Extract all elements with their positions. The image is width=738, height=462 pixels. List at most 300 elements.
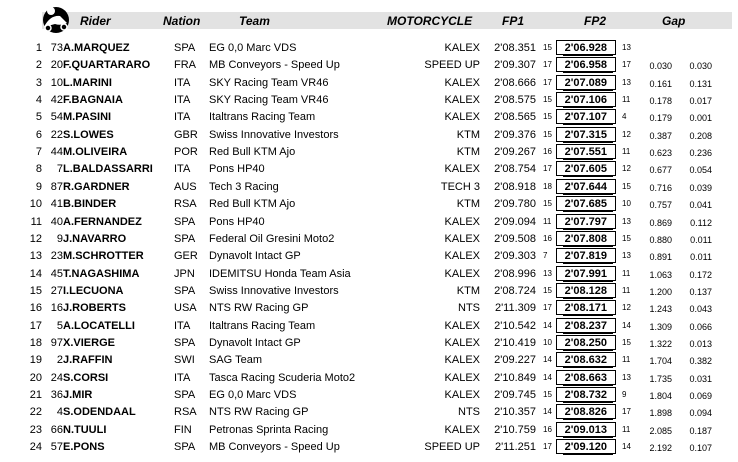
position-number: 22 — [29, 406, 42, 419]
fp2-time: 2'07.644 — [564, 180, 607, 193]
rider-number: 97 — [50, 336, 63, 349]
gap-to-previous: 0.011 — [690, 252, 712, 263]
table-row — [0, 404, 738, 421]
fp1-lap: 17 — [543, 77, 552, 87]
table-row — [0, 335, 738, 352]
nation-code: SPA — [174, 215, 196, 228]
rider-name: R.GARDNER — [63, 180, 130, 193]
nation-code: ITA — [174, 76, 191, 89]
fp1-lap: 7 — [543, 251, 548, 261]
fp2-time: 2'07.605 — [564, 163, 607, 176]
team-name: Tasca Racing Scuderia Moto2 — [209, 371, 356, 384]
position-number: 19 — [29, 354, 42, 367]
motorcycle-make: TECH 3 — [440, 180, 480, 193]
fp1-time: 2'10.419 — [494, 336, 536, 349]
gap-to-leader: 0.757 — [649, 200, 672, 211]
gap-to-previous: 0.054 — [689, 165, 712, 176]
rider-number: 20 — [50, 59, 63, 72]
gap-to-previous: 0.013 — [689, 338, 712, 349]
position-number: 18 — [29, 336, 42, 349]
table-row — [0, 196, 738, 213]
fp2-lap: 11 — [622, 355, 631, 365]
team-name: NTS RW Racing GP — [209, 406, 309, 419]
rider-number: 40 — [50, 215, 63, 228]
gap-to-previous: 0.066 — [689, 321, 712, 332]
gap-to-leader: 1.322 — [649, 338, 672, 349]
fp1-lap: 11 — [543, 216, 552, 226]
table-row — [0, 283, 738, 300]
position-number: 23 — [29, 423, 42, 436]
position-number: 20 — [29, 371, 42, 384]
fp2-lap: 11 — [622, 147, 631, 157]
rider-name: B.BINDER — [63, 198, 117, 211]
nation-code: GER — [174, 250, 198, 263]
nation-code: SWI — [174, 354, 195, 367]
gap-to-previous: 0.382 — [689, 356, 712, 367]
rider-number: 54 — [50, 111, 63, 124]
team-name: MB Conveyors - Speed Up — [209, 59, 340, 72]
fp1-time: 2'10.759 — [494, 423, 536, 436]
motorcycle-make: NTS — [458, 302, 480, 315]
rider-number: 36 — [50, 389, 63, 401]
fp1-lap: 17 — [543, 303, 552, 313]
rider-number: 5 — [56, 319, 63, 332]
gap-to-previous: 0.137 — [689, 286, 712, 297]
table-row — [0, 75, 738, 92]
fp1-time: 2'09.227 — [494, 354, 536, 367]
gap-to-previous: 0.001 — [689, 113, 712, 124]
gap-to-previous: 0.094 — [689, 408, 712, 419]
fp1-lap: 13 — [543, 268, 552, 278]
team-name: SKY Racing Team VR46 — [209, 76, 329, 89]
rider-number: 22 — [50, 128, 63, 141]
gap-to-leader: 0.869 — [649, 217, 672, 228]
rider-name: J.RAFFIN — [63, 354, 113, 367]
fp2-time: 2'08.250 — [564, 336, 607, 349]
nation-code: SPA — [174, 389, 196, 401]
rider-number: 7 — [56, 163, 63, 176]
fp2-time: 2'08.732 — [564, 389, 607, 401]
nation-code: AUS — [174, 180, 197, 193]
motorcycle-make: KTM — [456, 146, 480, 159]
gap-to-previous: 0.172 — [689, 269, 712, 280]
fp1-lap: 15 — [543, 390, 552, 399]
rider-number: 57 — [50, 441, 63, 454]
motorcycle-make: KALEX — [444, 94, 480, 107]
rider-number: 16 — [50, 302, 63, 315]
rider-number: 9 — [56, 232, 63, 245]
header-fp2: FP2 — [584, 14, 607, 28]
fp2-lap: 11 — [622, 285, 631, 295]
rider-name: F.BAGNAIA — [63, 94, 123, 107]
motorcycle-make: KALEX — [444, 319, 480, 332]
rider-name: J.NAVARRO — [63, 232, 127, 245]
team-name: Tech 3 Racing — [209, 180, 279, 193]
team-name: EG 0,0 Marc VDS — [209, 42, 297, 54]
motorcycle-make: KALEX — [444, 336, 480, 349]
fp1-time: 2'08.724 — [494, 284, 536, 297]
position-number: 17 — [29, 319, 42, 332]
fp1-lap: 14 — [543, 372, 552, 382]
fp1-time: 2'10.849 — [494, 371, 536, 384]
rider-name: E.PONS — [63, 441, 105, 454]
fp1-lap: 18 — [543, 181, 552, 191]
gap-to-leader: 0.677 — [649, 165, 672, 176]
fp2-time: 2'07.797 — [564, 215, 607, 228]
nation-code: USA — [174, 302, 197, 315]
fp1-lap: 15 — [543, 43, 552, 52]
header-gap: Gap — [662, 14, 686, 28]
motorcycle-make: KALEX — [444, 371, 480, 384]
gap-to-leader: 0.161 — [649, 78, 672, 89]
rider-number: 66 — [50, 423, 63, 436]
motorcycle-make: KALEX — [444, 389, 480, 401]
team-name: Swiss Innovative Investors — [209, 128, 339, 141]
fp2-time: 2'09.120 — [564, 441, 607, 454]
fp2-time: 2'08.171 — [564, 302, 607, 315]
motorcycle-make: NTS — [458, 406, 480, 419]
rider-name: M.PASINI — [63, 111, 112, 124]
fp1-lap: 16 — [543, 233, 552, 243]
motorcycle-make: KALEX — [444, 232, 480, 245]
gap-to-leader: 1.804 — [649, 391, 672, 401]
gap-to-leader: 0.178 — [649, 96, 672, 107]
header-nation: Nation — [163, 14, 201, 28]
fp1-lap: 16 — [543, 424, 552, 434]
rider-number: 45 — [50, 267, 63, 280]
motorcycle-make: KALEX — [444, 42, 480, 54]
fp2-lap: 15 — [622, 233, 631, 243]
rider-name: T.NAGASHIMA — [63, 267, 140, 280]
rider-name: F.QUARTARARO — [63, 59, 151, 72]
nation-code: FRA — [174, 59, 196, 72]
fp1-time: 2'08.666 — [494, 76, 536, 89]
fp2-time: 2'07.991 — [564, 267, 607, 280]
position-number: 8 — [35, 163, 42, 176]
fp2-time: 2'09.013 — [564, 423, 607, 436]
team-name: Red Bull KTM Ajo — [209, 146, 296, 159]
header-team: Team — [239, 14, 270, 28]
position-number: 15 — [29, 284, 42, 297]
table-row — [0, 248, 738, 265]
fp1-time: 2'08.754 — [494, 163, 536, 176]
fp2-lap: 12 — [622, 129, 631, 139]
fp2-lap: 9 — [622, 390, 627, 399]
table-row — [0, 318, 738, 335]
fp2-lap: 15 — [622, 181, 631, 191]
position-number: 21 — [29, 389, 42, 401]
fp2-lap: 14 — [622, 320, 631, 330]
position-number: 14 — [29, 267, 42, 280]
gap-to-previous: 0.112 — [690, 217, 712, 228]
position-number: 24 — [29, 441, 42, 454]
fp2-time: 2'06.958 — [564, 59, 607, 72]
gap-to-leader: 1.243 — [649, 304, 672, 315]
header-rider: Rider — [80, 14, 111, 28]
gap-to-previous: 0.131 — [689, 78, 712, 89]
motorcycle-make: KALEX — [444, 250, 480, 263]
fp1-time: 2'09.376 — [494, 128, 536, 141]
gap-to-leader: 2.085 — [649, 425, 672, 436]
fp1-time: 2'09.780 — [494, 198, 536, 211]
table-row — [0, 370, 738, 387]
fp1-time: 2'09.094 — [494, 215, 536, 228]
gap-to-leader: 1.735 — [649, 373, 672, 384]
motorcycle-make: KTM — [456, 128, 480, 141]
team-name: IDEMITSU Honda Team Asia — [209, 267, 351, 280]
fp1-time: 2'10.357 — [494, 406, 536, 419]
rider-name: M.OLIVEIRA — [63, 146, 128, 159]
nation-code: ITA — [174, 94, 191, 107]
fp2-lap: 13 — [622, 372, 631, 382]
fp1-lap: 15 — [543, 95, 552, 105]
fp2-lap: 15 — [622, 337, 631, 347]
team-name: Italtrans Racing Team — [209, 111, 316, 124]
fp1-time: 2'11.251 — [494, 441, 536, 454]
table-row — [0, 179, 738, 196]
fp2-time: 2'06.928 — [564, 42, 607, 54]
gap-to-previous: 0.187 — [689, 425, 712, 436]
table-row — [0, 92, 738, 109]
gap-to-leader: 0.179 — [649, 113, 672, 124]
team-name: NTS RW Racing GP — [209, 302, 309, 315]
fp1-lap: 15 — [543, 129, 552, 139]
gap-to-previous: 0.236 — [689, 148, 712, 159]
fp1-lap: 16 — [543, 147, 552, 157]
fp1-time: 2'08.918 — [494, 180, 536, 193]
team-name: Italtrans Racing Team — [209, 319, 316, 332]
header-fp1: FP1 — [502, 14, 525, 28]
position-number: 6 — [35, 128, 42, 141]
fp2-lap: 13 — [622, 77, 631, 87]
fp2-time: 2'07.106 — [564, 94, 607, 107]
fp2-lap: 13 — [622, 251, 631, 261]
team-name: Pons HP40 — [209, 163, 265, 176]
fp2-time: 2'08.632 — [564, 354, 607, 367]
fp1-lap: 17 — [543, 442, 552, 452]
gap-to-leader: 1.898 — [649, 408, 672, 419]
gap-to-previous: 0.069 — [689, 391, 712, 401]
table-row — [0, 109, 738, 126]
fp1-time: 2'09.307 — [494, 59, 536, 72]
fp2-time: 2'07.089 — [564, 76, 607, 89]
nation-code: SPA — [174, 42, 196, 54]
position-number: 10 — [29, 198, 42, 211]
nation-code: RSA — [174, 406, 197, 419]
rider-number: 24 — [50, 371, 63, 384]
fp2-time: 2'07.551 — [564, 146, 607, 159]
team-name: Federal Oil Gresini Moto2 — [209, 232, 335, 245]
motorcycle-make: KALEX — [444, 267, 480, 280]
motorcycle-make: KALEX — [444, 423, 480, 436]
fp2-time: 2'07.819 — [564, 250, 607, 263]
team-name: Red Bull KTM Ajo — [209, 198, 296, 211]
fp1-lap: 15 — [543, 112, 552, 122]
nation-code: GBR — [174, 128, 198, 141]
gap-to-leader: 0.891 — [649, 252, 672, 263]
rider-number: 87 — [50, 180, 63, 193]
fp2-lap: 13 — [622, 216, 631, 226]
gap-to-previous: 0.107 — [689, 443, 712, 454]
gap-to-leader: 0.623 — [649, 148, 672, 159]
gap-to-leader: 1.309 — [649, 321, 672, 332]
nation-code: POR — [174, 146, 198, 159]
nation-code: SPA — [174, 441, 196, 454]
rider-name: X.VIERGE — [63, 336, 115, 349]
fp2-time: 2'07.685 — [564, 198, 607, 211]
rider-number: 4 — [56, 406, 63, 419]
fp1-time: 2'11.309 — [494, 302, 536, 315]
nation-code: JPN — [174, 267, 195, 280]
position-number: 1 — [35, 42, 42, 54]
motorcycle-make: KTM — [456, 198, 480, 211]
position-number: 16 — [29, 302, 42, 315]
motorcycle-rider-icon — [36, 3, 76, 33]
position-number: 3 — [35, 76, 42, 89]
fp1-lap: 10 — [543, 337, 552, 347]
nation-code: ITA — [174, 319, 191, 332]
team-name: MB Conveyors - Speed Up — [209, 441, 340, 454]
rider-name: S.ODENDAAL — [63, 406, 136, 419]
fp1-time: 2'08.996 — [494, 267, 536, 280]
team-name: Dynavolt Intact GP — [209, 250, 301, 263]
gap-to-previous: 0.039 — [689, 182, 712, 193]
table-row — [0, 214, 738, 231]
rider-number: 27 — [50, 284, 63, 297]
gap-to-previous: 0.208 — [689, 130, 712, 141]
fp1-lap: 17 — [543, 60, 552, 70]
fp1-lap: 17 — [543, 164, 552, 174]
rider-name: S.CORSI — [63, 371, 109, 384]
motorcycle-make: KALEX — [444, 163, 480, 176]
header-motorcycle: MOTORCYCLE — [387, 14, 473, 28]
motorcycle-make: SPEED UP — [424, 441, 480, 454]
rider-name: M.SCHROTTER — [63, 250, 144, 263]
team-name: Dynavolt Intact GP — [209, 336, 301, 349]
table-row — [0, 40, 738, 57]
fp1-lap: 15 — [543, 199, 552, 209]
nation-code: SPA — [174, 336, 196, 349]
table-row — [0, 161, 738, 178]
rider-name: A.MARQUEZ — [63, 42, 130, 54]
rider-name: J.ROBERTS — [63, 302, 126, 315]
gap-to-previous: 0.041 — [689, 200, 712, 211]
table-row — [0, 300, 738, 317]
gap-to-previous: 0.031 — [689, 373, 712, 384]
nation-code: FIN — [174, 423, 192, 436]
position-number: 12 — [29, 232, 42, 245]
table-row — [0, 422, 738, 439]
fp1-time: 2'08.565 — [494, 111, 536, 124]
fp1-time: 2'09.508 — [494, 232, 536, 245]
rider-name: I.LECUONA — [63, 284, 124, 297]
gap-to-leader: 2.192 — [649, 443, 672, 454]
nation-code: ITA — [174, 163, 191, 176]
motorcycle-make: KALEX — [444, 354, 480, 367]
nation-code: ITA — [174, 371, 191, 384]
fp1-time: 2'10.542 — [494, 319, 536, 332]
fp1-lap: 14 — [543, 320, 552, 330]
table-row — [0, 144, 738, 161]
gap-to-leader: 0.880 — [649, 234, 672, 245]
fp2-lap: 11 — [622, 424, 631, 434]
fp2-time: 2'08.128 — [564, 284, 607, 297]
rider-number: 2 — [56, 354, 63, 367]
table-row — [0, 231, 738, 248]
nation-code: RSA — [174, 198, 197, 211]
fp1-time: 2'08.575 — [494, 94, 536, 107]
team-name: SAG Team — [209, 354, 262, 367]
table-row — [0, 439, 738, 456]
nation-code: ITA — [174, 111, 191, 124]
motorcycle-make: SPEED UP — [424, 59, 480, 72]
fp2-lap: 4 — [622, 112, 627, 122]
fp1-lap: 14 — [543, 407, 552, 417]
gap-to-previous: 0.011 — [690, 234, 712, 245]
fp2-lap: 13 — [622, 43, 631, 52]
fp2-time: 2'07.107 — [564, 111, 607, 124]
team-name: Petronas Sprinta Racing — [209, 423, 329, 436]
rider-name: L.MARINI — [63, 76, 112, 89]
table-row — [0, 127, 738, 144]
table-row — [0, 387, 738, 404]
rider-number: 23 — [50, 250, 63, 263]
fp2-lap: 11 — [622, 95, 631, 105]
team-name: SKY Racing Team VR46 — [209, 94, 329, 107]
fp2-lap: 14 — [622, 442, 631, 452]
fp2-lap: 17 — [622, 407, 631, 417]
rider-name: A.LOCATELLI — [63, 319, 135, 332]
position-number: 7 — [35, 146, 42, 159]
position-number: 13 — [29, 250, 42, 263]
fp1-time: 2'09.267 — [494, 146, 536, 159]
rider-name: L.BALDASSARRI — [63, 163, 153, 176]
rider-number: 73 — [50, 42, 63, 54]
team-name: EG 0,0 Marc VDS — [209, 389, 297, 401]
fp2-time: 2'08.237 — [564, 319, 607, 332]
rider-name: A.FERNANDEZ — [63, 215, 142, 228]
fp2-lap: 12 — [622, 164, 631, 174]
fp1-lap: 15 — [543, 285, 552, 295]
position-number: 9 — [35, 180, 42, 193]
gap-to-leader: 0.716 — [649, 182, 672, 193]
position-number: 11 — [30, 215, 42, 228]
motorcycle-make: KALEX — [444, 76, 480, 89]
fp1-time: 2'09.745 — [494, 389, 536, 401]
gap-to-leader: 1.704 — [649, 356, 672, 367]
motorcycle-make: KALEX — [444, 111, 480, 124]
table-row — [0, 352, 738, 369]
gap-to-leader: 1.200 — [649, 286, 672, 297]
table-row — [0, 57, 738, 74]
fp2-lap: 11 — [622, 268, 631, 278]
fp1-time: 2'08.351 — [494, 42, 536, 54]
fp2-time: 2'08.826 — [564, 406, 607, 419]
motorcycle-make: KTM — [456, 284, 480, 297]
rider-number: 42 — [50, 94, 63, 107]
rider-number: 41 — [50, 198, 63, 211]
fp2-lap: 17 — [622, 60, 631, 70]
gap-to-previous: 0.030 — [689, 61, 712, 72]
fp1-lap: 14 — [543, 355, 552, 365]
position-number: 2 — [35, 59, 42, 72]
motorcycle-make: KALEX — [444, 215, 480, 228]
rider-number: 10 — [50, 76, 63, 89]
fp2-lap: 10 — [622, 199, 631, 209]
rider-name: S.LOWES — [63, 128, 114, 141]
gap-to-leader: 1.063 — [649, 269, 672, 280]
fp2-time: 2'08.663 — [564, 371, 607, 384]
